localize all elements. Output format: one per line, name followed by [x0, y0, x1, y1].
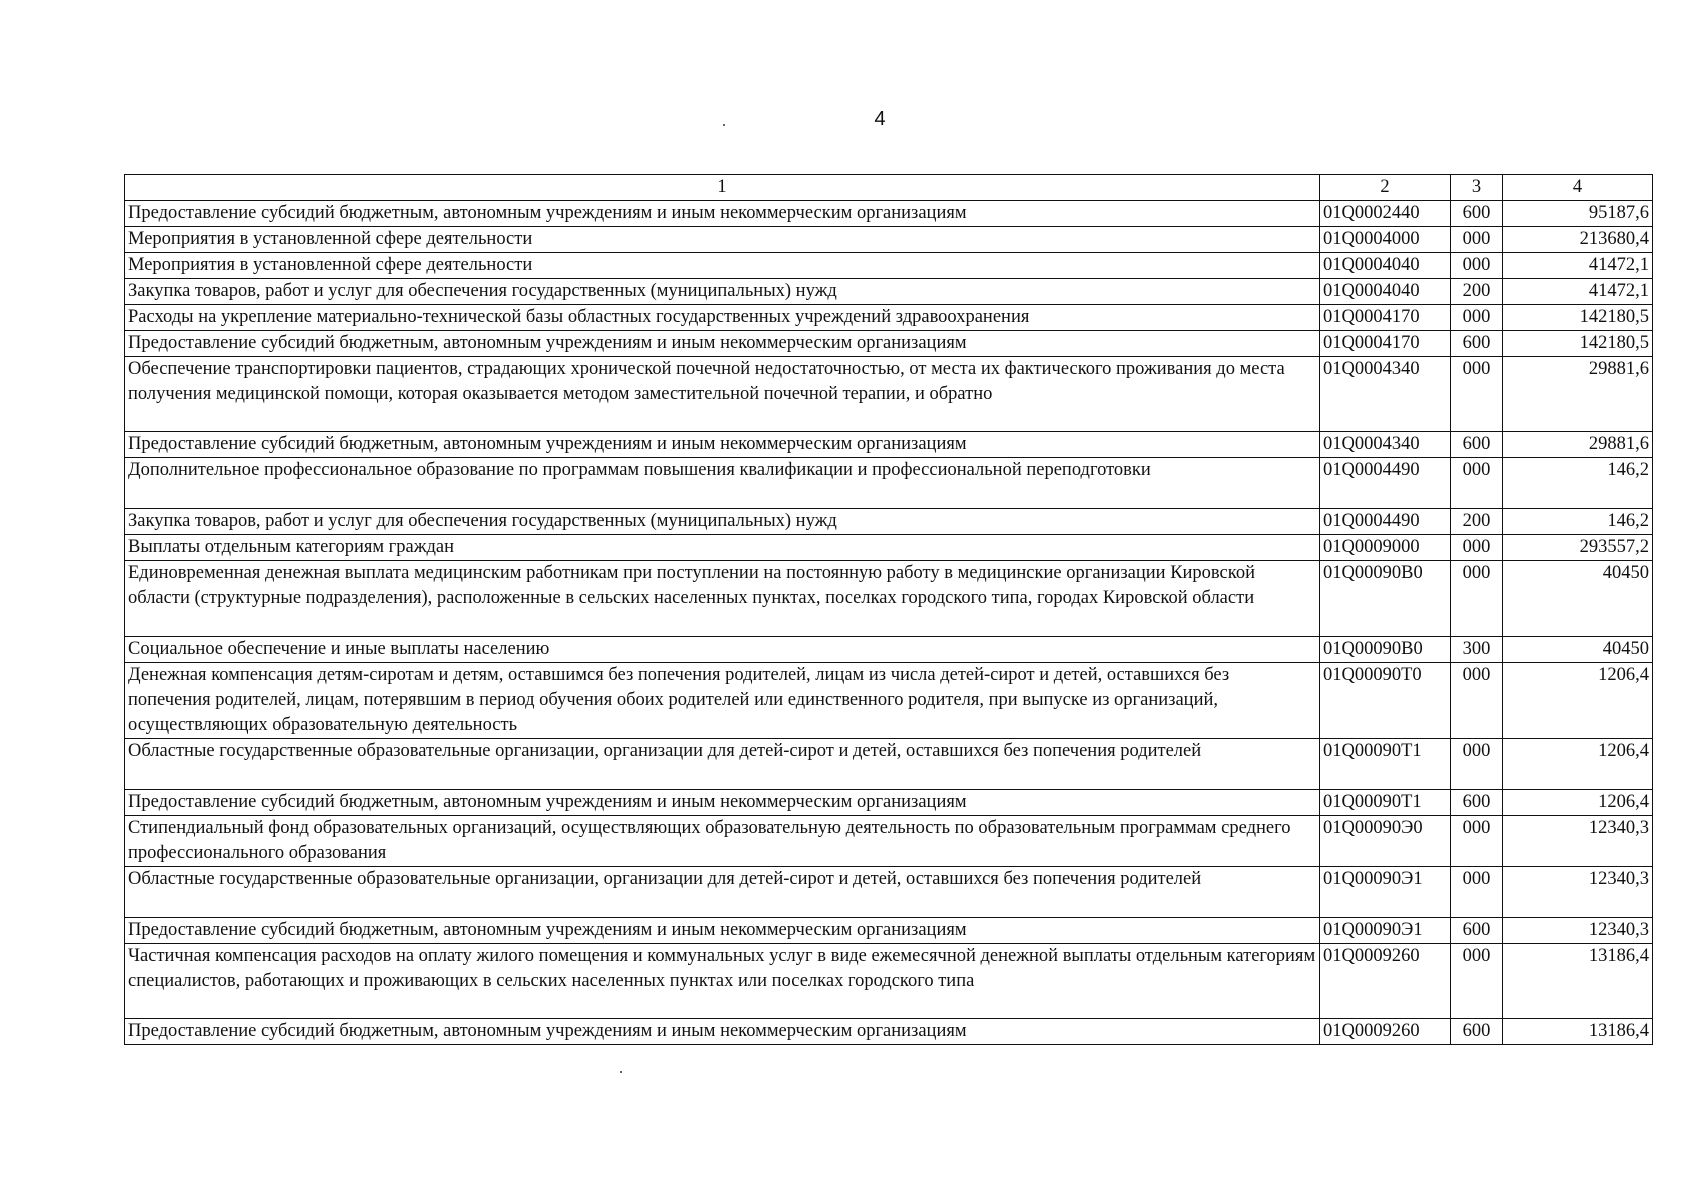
row-type: 200 [1451, 509, 1503, 535]
row-type: 300 [1451, 637, 1503, 663]
table-row [125, 458, 1653, 509]
row-type: 000 [1451, 305, 1503, 331]
row-code: 01Q0002440 [1320, 201, 1451, 227]
scan-speck [723, 124, 725, 126]
row-name: Единовременная денежная выплата медицинским работникам при поступлении на постоянную работу в медицинские организации Кировской области (структурные подразделения), расположенные в сельских населенных пунктах, поселках городского типа, городах Кировской области [125, 561, 1320, 637]
table-row [125, 561, 1653, 637]
table-row [125, 253, 1653, 279]
table-row [125, 663, 1653, 739]
row-name: Закупка товаров, работ и услуг для обеспечения государственных (муниципальных) нужд [125, 509, 1320, 535]
row-code: 01Q0004170 [1320, 305, 1451, 331]
row-name: Предоставление субсидий бюджетным, автономным учреждениям и иным некоммерческим организациям [125, 790, 1320, 816]
row-code: 01Q00090T0 [1320, 663, 1451, 739]
row-amount: 40450 [1503, 637, 1653, 663]
row-code: 01Q0004170 [1320, 331, 1451, 357]
row-amount: 1206,4 [1503, 739, 1653, 790]
row-code: 01Q00090B0 [1320, 561, 1451, 637]
scan-speck [620, 1071, 622, 1073]
row-code: 01Q0009000 [1320, 535, 1451, 561]
row-type: 000 [1451, 227, 1503, 253]
budget-table [124, 174, 1653, 1045]
row-amount: 40450 [1503, 561, 1653, 637]
row-amount: 142180,5 [1503, 305, 1653, 331]
row-name: Расходы на укрепление материально-технической базы областных государственных учреждений здравоохранения [125, 305, 1320, 331]
column-number: 2 [1320, 175, 1451, 201]
table-row [125, 432, 1653, 458]
row-code: 01Q00090T1 [1320, 739, 1451, 790]
row-name: Социальное обеспечение и иные выплаты населению [125, 637, 1320, 663]
row-code: 01Q0004340 [1320, 432, 1451, 458]
row-name: Денежная компенсация детям-сиротам и детям, оставшимся без попечения родителей, лицам из числа детей-сирот и детей, оставшихся без попечения родителей, лицам, потерявшим в период обучения обоих родителей или единственного родителя, при выпуске из организаций, осуществляющих образовательную деятельность [125, 663, 1320, 739]
row-type: 000 [1451, 867, 1503, 918]
table-row [125, 227, 1653, 253]
row-name: Частичная компенсация расходов на оплату жилого помещения и коммунальных услуг в виде ежемесячной денежной выплаты отдельным категориям специалистов, работающих и проживающих в сельских населенных пунктах или поселках городского типа [125, 944, 1320, 1019]
row-type: 600 [1451, 1019, 1503, 1045]
row-type: 000 [1451, 253, 1503, 279]
column-number: 3 [1451, 175, 1503, 201]
row-amount: 29881,6 [1503, 432, 1653, 458]
row-amount: 1206,4 [1503, 663, 1653, 739]
row-name: Выплаты отдельным категориям граждан [125, 535, 1320, 561]
row-type: 000 [1451, 535, 1503, 561]
table-row [125, 305, 1653, 331]
table-row [125, 535, 1653, 561]
row-code: 01Q0004490 [1320, 509, 1451, 535]
row-name: Мероприятия в установленной сфере деятельности [125, 253, 1320, 279]
row-type: 000 [1451, 944, 1503, 1019]
row-name: Стипендиальный фонд образовательных организаций, осуществляющих образовательную деятельность по образовательным программам среднего профессионального образования [125, 816, 1320, 867]
row-amount: 142180,5 [1503, 331, 1653, 357]
row-name: Предоставление субсидий бюджетным, автономным учреждениям и иным некоммерческим организациям [125, 1019, 1320, 1045]
row-amount: 1206,4 [1503, 790, 1653, 816]
row-type: 000 [1451, 663, 1503, 739]
row-amount: 12340,3 [1503, 918, 1653, 944]
row-code: 01Q0004340 [1320, 357, 1451, 432]
row-type: 200 [1451, 279, 1503, 305]
row-code: 01Q00090Э1 [1320, 918, 1451, 944]
row-type: 000 [1451, 357, 1503, 432]
table-row [125, 509, 1653, 535]
table-row [125, 790, 1653, 816]
row-amount: 41472,1 [1503, 253, 1653, 279]
row-code: 01Q0004040 [1320, 279, 1451, 305]
row-amount: 13186,4 [1503, 1019, 1653, 1045]
row-type: 600 [1451, 432, 1503, 458]
row-code: 01Q00090T1 [1320, 790, 1451, 816]
row-type: 000 [1451, 458, 1503, 509]
table-row [125, 279, 1653, 305]
row-type: 600 [1451, 331, 1503, 357]
row-type: 600 [1451, 790, 1503, 816]
row-name: Предоставление субсидий бюджетным, автономным учреждениям и иным некоммерческим организациям [125, 918, 1320, 944]
row-name: Предоставление субсидий бюджетным, автономным учреждениям и иным некоммерческим организациям [125, 201, 1320, 227]
row-amount: 146,2 [1503, 458, 1653, 509]
column-number: 1 [125, 175, 1320, 201]
row-name: Предоставление субсидий бюджетным, автономным учреждениям и иным некоммерческим организациям [125, 331, 1320, 357]
table-row [125, 739, 1653, 790]
row-name: Закупка товаров, работ и услуг для обеспечения государственных (муниципальных) нужд [125, 279, 1320, 305]
row-type: 600 [1451, 918, 1503, 944]
row-amount: 29881,6 [1503, 357, 1653, 432]
row-amount: 213680,4 [1503, 227, 1653, 253]
row-code: 01Q00090Э0 [1320, 816, 1451, 867]
row-code: 01Q0004490 [1320, 458, 1451, 509]
table-row [125, 867, 1653, 918]
row-name: Мероприятия в установленной сфере деятельности [125, 227, 1320, 253]
table-header-row [125, 175, 1653, 201]
row-type: 000 [1451, 816, 1503, 867]
row-code: 01Q0004040 [1320, 253, 1451, 279]
row-name: Областные государственные образовательные организации, организации для детей-сирот и детей, оставшихся без попечения родителей [125, 739, 1320, 790]
table-row [125, 1019, 1653, 1045]
table-row [125, 201, 1653, 227]
row-code: 01Q0009260 [1320, 944, 1451, 1019]
row-code: 01Q0009260 [1320, 1019, 1451, 1045]
row-type: 000 [1451, 561, 1503, 637]
row-amount: 95187,6 [1503, 201, 1653, 227]
row-amount: 12340,3 [1503, 816, 1653, 867]
table-row [125, 637, 1653, 663]
row-code: 01Q00090B0 [1320, 637, 1451, 663]
row-amount: 146,2 [1503, 509, 1653, 535]
row-amount: 41472,1 [1503, 279, 1653, 305]
table-row [125, 816, 1653, 867]
row-amount: 12340,3 [1503, 867, 1653, 918]
row-name: Предоставление субсидий бюджетным, автономным учреждениям и иным некоммерческим организациям [125, 432, 1320, 458]
row-code: 01Q0004000 [1320, 227, 1451, 253]
row-amount: 13186,4 [1503, 944, 1653, 1019]
row-type: 000 [1451, 739, 1503, 790]
table-row [125, 944, 1653, 1019]
table-row [125, 357, 1653, 432]
row-amount: 293557,2 [1503, 535, 1653, 561]
table-row [125, 918, 1653, 944]
row-code: 01Q00090Э1 [1320, 867, 1451, 918]
row-type: 600 [1451, 201, 1503, 227]
table-row [125, 331, 1653, 357]
row-name: Обеспечение транспортировки пациентов, страдающих хронической почечной недостаточностью, от места их фактического проживания до места получения медицинской помощи, которая оказывается методом заместительной почечной терапии, и обратно [125, 357, 1320, 432]
page-number: 4 [874, 108, 886, 130]
row-name: Областные государственные образовательные организации, организации для детей-сирот и детей, оставшихся без попечения родителей [125, 867, 1320, 918]
column-number: 4 [1503, 175, 1653, 201]
row-name: Дополнительное профессиональное образование по программам повышения квалификации и профессиональной переподготовки [125, 458, 1320, 509]
